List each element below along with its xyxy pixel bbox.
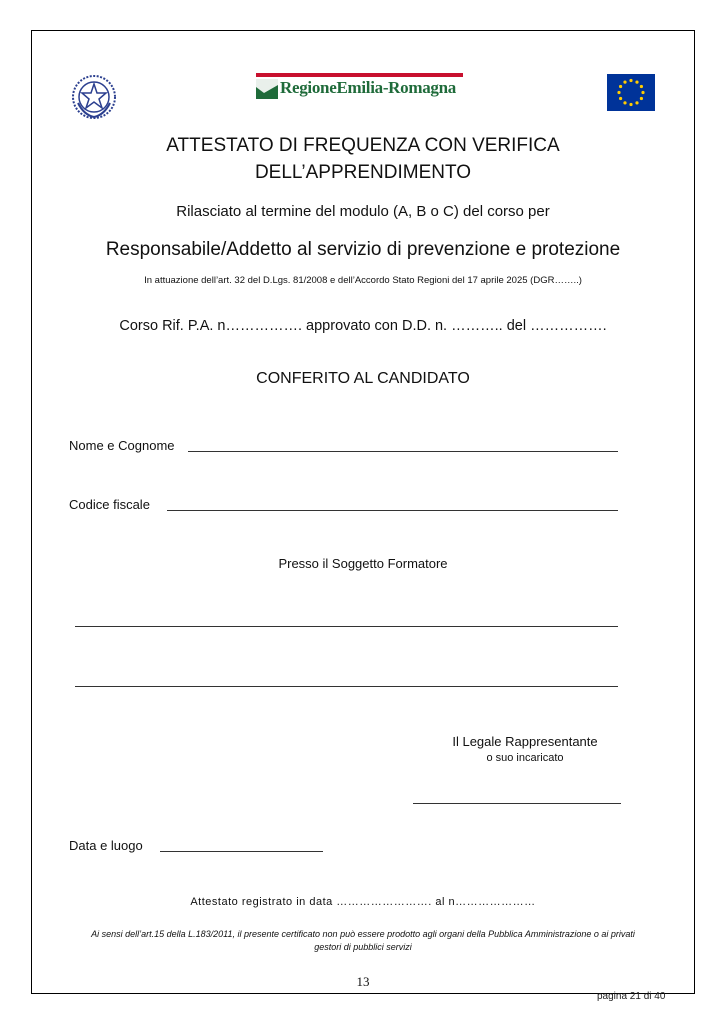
date-place-label: Data e luogo: [69, 838, 143, 853]
page-of-total: pagina 21 di 40: [597, 991, 666, 1002]
training-body-label: Presso il Soggetto Formatore: [278, 556, 448, 571]
conferred-heading: CONFERITO AL CANDIDATO: [256, 370, 470, 387]
tax-code-label: Codice fiscale: [69, 497, 150, 512]
course-name: Responsabile/Addetto al servizio di prevenzione e protezione: [105, 239, 621, 260]
name-field[interactable]: [188, 451, 618, 452]
italian-republic-emblem-icon: [70, 73, 118, 121]
european-union-flag-icon: [607, 74, 655, 111]
signature-field[interactable]: [413, 803, 621, 804]
legal-reference: In attuazione dell’art. 32 del D.Lgs. 81/2008 e dell’Accordo Stato Regioni del 17 aprile 2025 (DGR……..): [144, 275, 582, 286]
page-number: 13: [356, 974, 370, 989]
training-body-field-line-1[interactable]: [75, 626, 618, 627]
region-map-icon: [256, 79, 278, 99]
region-logo-text: RegioneEmilia-Romagna: [280, 78, 456, 97]
title-line-1: ATTESTATO DI FREQUENZA CON VERIFICA: [166, 135, 560, 156]
date-place-field[interactable]: [160, 851, 323, 852]
registration-text: Attestato registrato in data ……………………. al n…………………: [190, 896, 536, 908]
course-reference: Corso Rif. P.A. n……………. approvato con D.D. n. ……….. del …………….: [119, 318, 607, 334]
region-logo: [256, 73, 466, 103]
region-logo-red-bar: [256, 73, 463, 77]
title-line-2: DELL’APPRENDIMENTO: [254, 162, 472, 183]
subtitle: Rilasciato al termine del modulo (A, B o C) del corso per: [176, 203, 550, 220]
name-label: Nome e Cognome: [69, 438, 175, 453]
tax-code-field[interactable]: [167, 510, 618, 511]
signature-title: Il Legale Rappresentante: [452, 734, 598, 749]
document-title: [31, 132, 695, 186]
signature-subtitle: o suo incaricato: [486, 752, 564, 764]
training-body-field-line-2[interactable]: [75, 686, 618, 687]
legal-note: Ai sensi dell’art.15 della L.183/2011, il presente certificato non può essere prodotto agli organi della Pubblica Amministrazione o ai privati gestori di pubblici servizi: [91, 929, 635, 952]
